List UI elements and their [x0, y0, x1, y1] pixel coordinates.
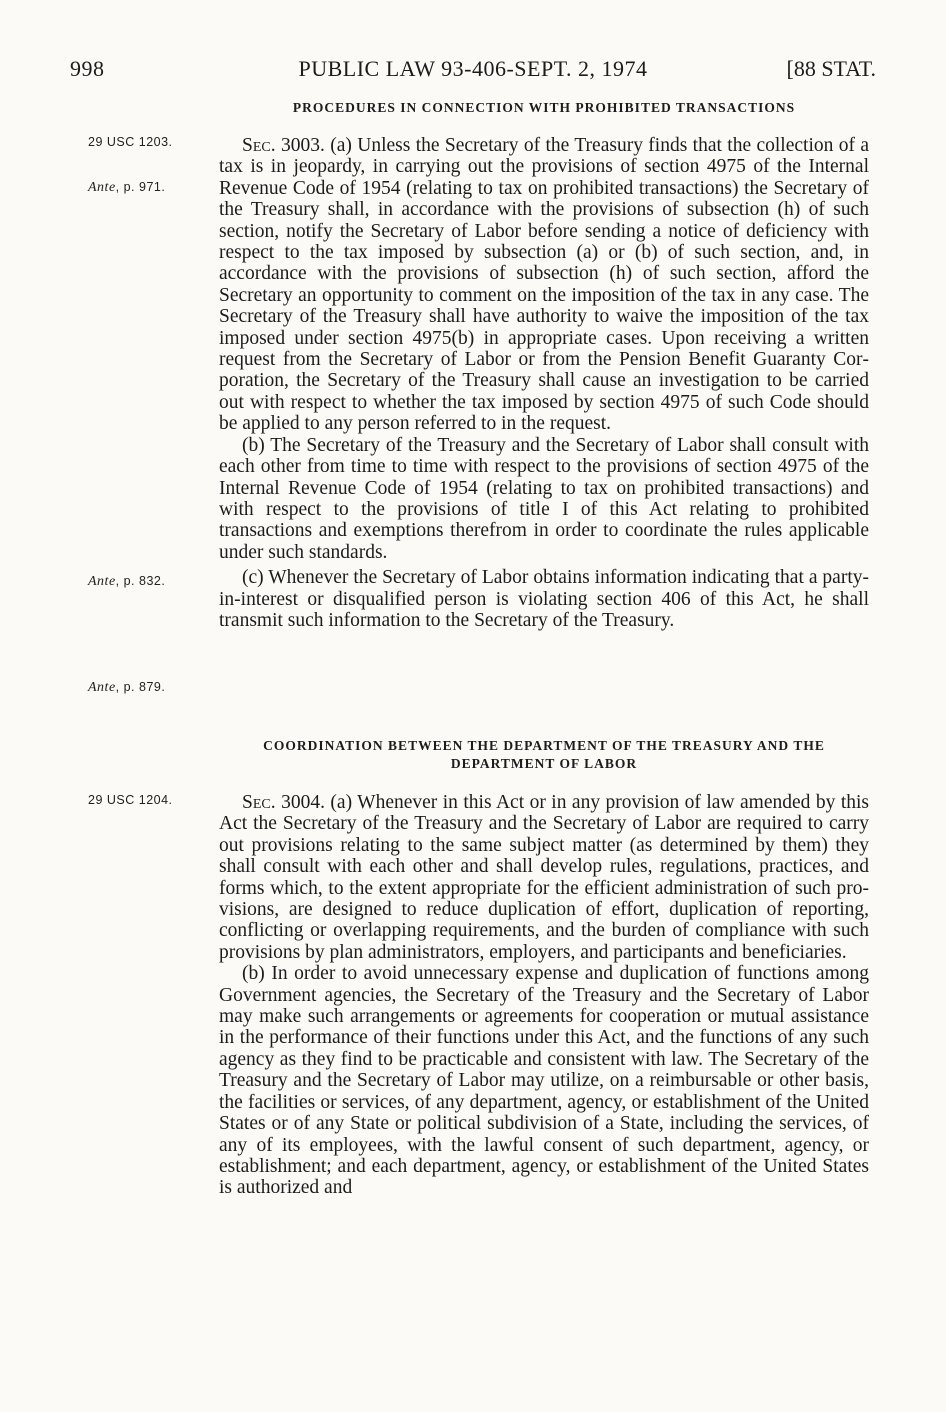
sec-3003-para-a [219, 135, 869, 435]
margin-note-ante-971: Ante, p. 971. [88, 180, 166, 195]
sec-3003-label: Sec. 3003. [242, 135, 325, 156]
page-header [0, 56, 946, 86]
sec-3004-text-a: (a) Whenever in this Act or in any provision of law amended by this Act the Secretary of the Treasury and the Secretary of Labor are required to carry out provisions relating to the same subject matter (as determined by them) they shall consult with each other and shall develop rules, regulations, practices, and forms which, to the extent appropriate for the efficient administration of such provisions, are designed to reduce duplication of effort, duplication of reporting, conflicting or overlapping requirements, and the burden of compliance with such provisions by plan administrators, employers, and participants and beneficiaries. [219, 792, 869, 963]
margin-note-ante-879: Ante, p. 879. [88, 680, 166, 695]
sec-3003-para-b: (b) The Secretary of the Treasury and the Secretary of Labor shall consult with each other from time to time with respect to the provisions of section 4975 of the Internal Revenue Code of 1954 (relating to tax on prohibited transactions) and with respect to the provisions of title I of this Act relating to prohibited transactions and exemptions therefrom in order to coordinate the rules applicable under such standards. [219, 434, 869, 563]
section-heading-prohibited-transactions: PROCEDURES IN CONNECTION WITH PROHIBITED TRANSACTIONS [292, 100, 796, 115]
running-head: PUBLIC LAW 93-406-SEPT. 2, 1974 [298, 56, 648, 81]
margin-note-29-usc-1203: 29 USC 1203. [88, 135, 173, 149]
margin-note-29-usc-1204: 29 USC 1204. [88, 793, 173, 807]
sec-3004-para-b: (b) In order to avoid unnecessary expense and duplication of functions among Government agencies, the Secretary of the Treasury and the Secretary of Labor may make such arrangements or agreements for cooperation or mutual assistance in the performance of their functions under this Act, and the functions of any such agency as they find to be practicable and consistent with law. The Secretary of the Treasury and the Secretary of Labor may utilize, on a reimbursable or other basis, the facilities or services, of any department, agency, or establishment of the United States or of any State or political subdivision of a State, including the services, of any of its employees, with the lawful consent of such department, agency, or establishment; and each department, agency, or establishment of the United States is authorized and [219, 963, 869, 1199]
sec-3003-para-c: (c) Whenever the Secretary of Labor obtains information indicating that a party-in-interest or disqualified person is violating section 406 of this Act, he shall transmit such information to the Secretary of the Treasury. [219, 567, 869, 631]
section-3003 [219, 135, 869, 631]
margin-note-ante-832: Ante, p. 832. [88, 574, 166, 589]
sec-3003-text-a: (a) Unless the Secretary of the Treasury finds that the collection of a tax is in jeopardy, in carrying out the provisions of section 4975 of the Internal Revenue Code of 1954 (relating to tax on prohibited transactions) the Secretary of the Treasury shall, in accordance with the provisions of subsection (h) of such section, notify the Secretary of Labor before sending a notice of deficiency with respect to the tax imposed by subsection (a) or (b) of such section, and, in accordance with the provisions of subsection (h) of such section, afford the Secretary an opportunity to comment on the imposition of the tax in any case. The Secretary of the Treasury shall have authority to waive the imposition of the tax imposed under section 4975(b) in appropriate cases. Upon receiving a written request from the Secretary of Labor or from the Pension Benefit Guaranty Corporation, the Secretary of the Treasury shall cause an investigation to be carried out with respect to whether the tax imposed by section 4975 of such Code should be applied to any person referred to in the request. [219, 135, 869, 435]
page-number: 998 [70, 56, 105, 81]
section-3004 [219, 792, 869, 1199]
sec-3004-para-a [219, 792, 869, 963]
stat-reference: [88 STAT. [786, 56, 876, 81]
sec-3004-label: Sec. 3004. [242, 792, 325, 813]
section-heading-coordination: COORDINATION BETWEEN THE DEPARTMENT OF THE TREASURY AND THE DEPARTMENT OF LABOR [263, 738, 825, 771]
